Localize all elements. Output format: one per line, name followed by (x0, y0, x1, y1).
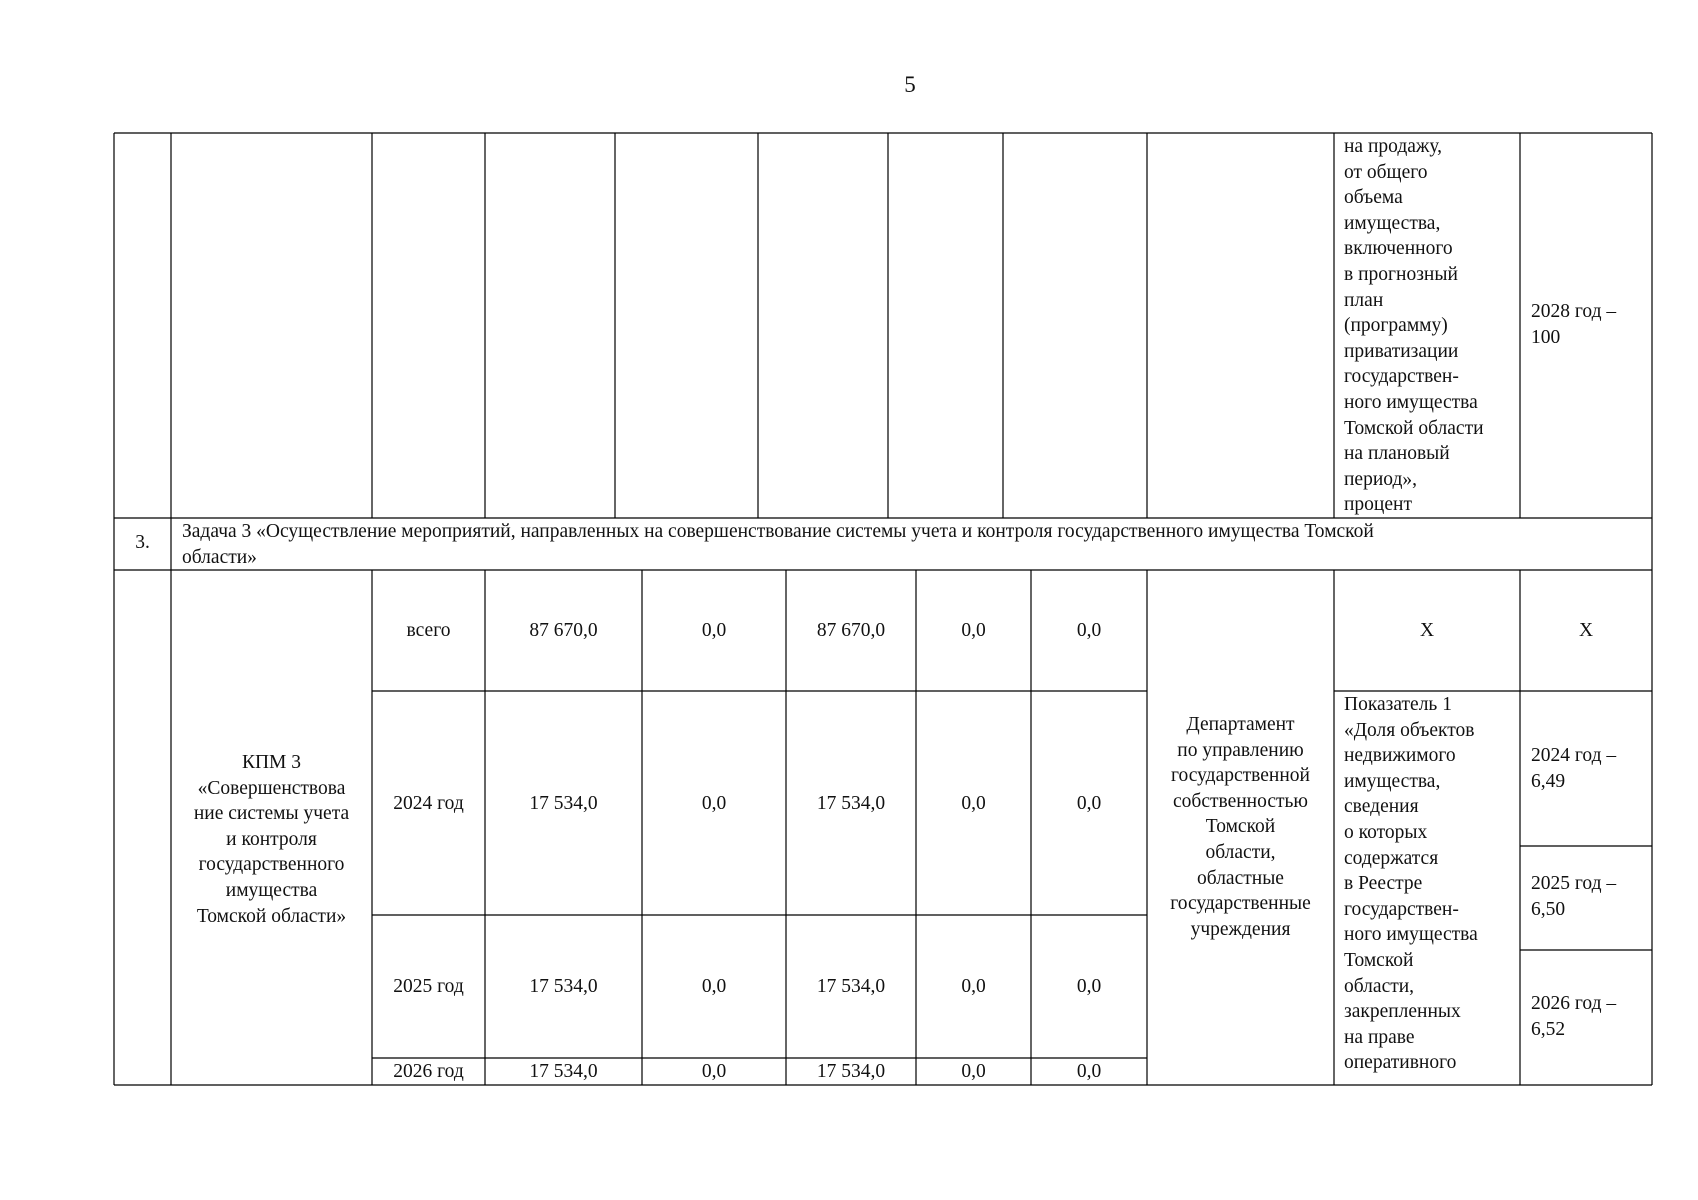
2024-col2: 0,0 (701, 793, 727, 814)
2025-col5: 0,0 (1076, 976, 1102, 997)
period-total-label: всего (406, 620, 451, 641)
2024-col4: 0,0 (961, 793, 986, 814)
2024-sum: 17 534,0 (529, 793, 598, 814)
page-number: 5 (904, 72, 916, 97)
target-2026: 2026 год – 6,52 (1531, 993, 1617, 1040)
continued-target-value: 2028 год – 100 (1531, 301, 1617, 348)
2025-col3: 17 534,0 (816, 976, 886, 997)
executor-text: Департамент по управлению государственной собственностью Томской области, областные государственные учреждения (1170, 714, 1311, 940)
period-2026-label: 2026 год (393, 1061, 464, 1082)
period-2025-label: 2025 год (393, 976, 464, 997)
indicator-x-mark: X (1419, 620, 1435, 641)
2026-col2: 0,0 (701, 1061, 727, 1082)
task-number: 3. (135, 532, 150, 553)
target-2025: 2025 год – 6,50 (1531, 873, 1617, 920)
total-col2: 0,0 (701, 620, 727, 641)
2024-col5: 0,0 (1076, 793, 1102, 814)
2026-sum: 17 534,0 (529, 1061, 598, 1082)
total-col4: 0,0 (961, 620, 986, 641)
2025-col4: 0,0 (961, 976, 986, 997)
total-col3: 87 670,0 (816, 620, 886, 641)
task-title: Задача 3 «Осуществление мероприятий, направленных на совершенствование системы учета и контроля государственного имущества Томской области» (182, 521, 1374, 568)
2025-col2: 0,0 (701, 976, 727, 997)
period-2024-label: 2024 год (393, 793, 464, 814)
2026-col4: 0,0 (961, 1061, 986, 1082)
2026-col3: 17 534,0 (816, 1061, 886, 1082)
target-2024: 2024 год – 6,49 (1531, 745, 1617, 792)
2025-sum: 17 534,0 (529, 976, 598, 997)
2024-col3: 17 534,0 (816, 793, 886, 814)
kpm-name: КПМ 3 «Совершенствова ние системы учета и контроля государственного имущества Томской области» (193, 752, 350, 927)
total-col5: 0,0 (1076, 620, 1102, 641)
total-sum: 87 670,0 (529, 620, 598, 641)
2026-col5: 0,0 (1076, 1061, 1102, 1082)
continued-indicator-text: на продажу, от общего объема имущества, включенного в прогнозный план (программу) приватизации государствен- ного имущества Томской области на плановый период», процент (1344, 136, 1484, 516)
value-x-mark: X (1578, 620, 1594, 641)
indicator-1-text: Показатель 1 «Доля объектов недвижимого имущества, сведения о которых содержатся в Реестре государствен- ного имущества Томской области, закрепленных на праве оперативного (1344, 694, 1478, 1074)
